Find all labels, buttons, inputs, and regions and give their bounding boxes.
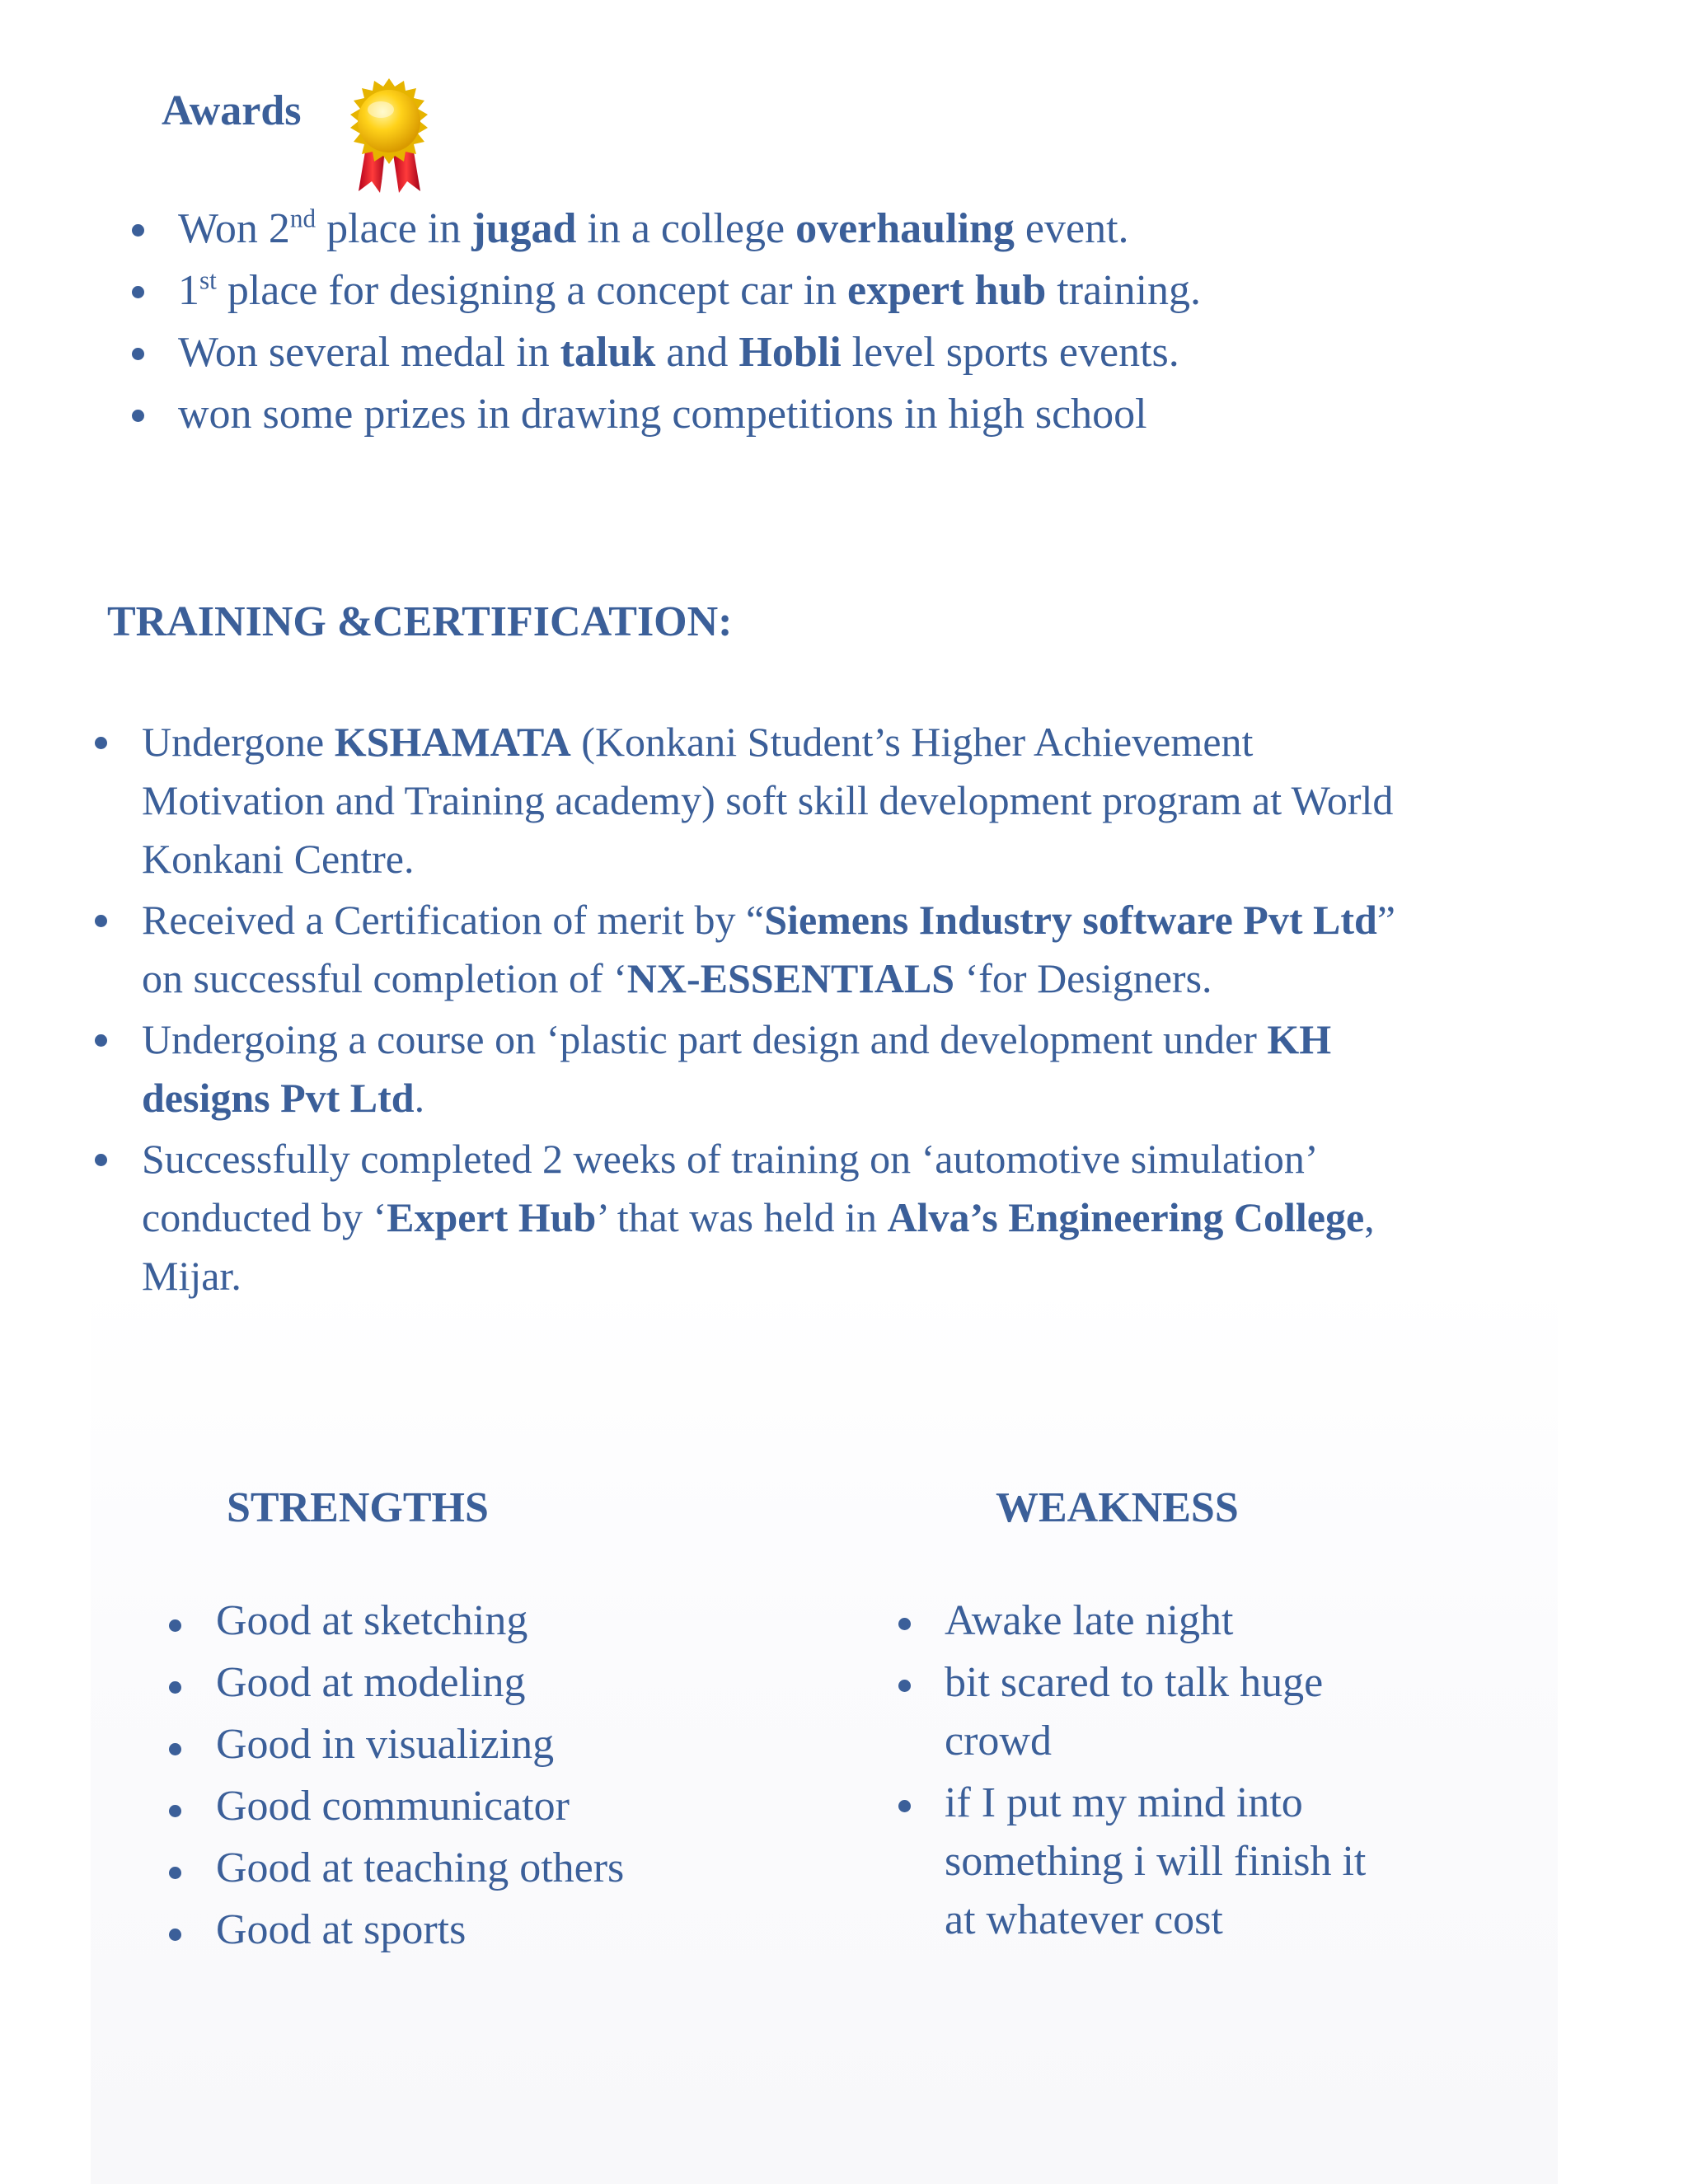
bullet-icon xyxy=(169,1743,181,1755)
bullet-icon xyxy=(132,348,144,360)
awards-heading: Awards xyxy=(162,87,302,134)
training-item-text: Undergoing a course on ‘plastic part design and development under KH designs Pvt Ltd. xyxy=(142,1016,1332,1121)
bullet-icon xyxy=(132,410,144,422)
award-ribbon-medal-icon xyxy=(342,76,437,195)
training-heading: TRAINING &CERTIFICATION: xyxy=(107,598,733,645)
bullet-icon xyxy=(169,1619,181,1632)
bullet-icon xyxy=(95,915,107,927)
strength-item-text: Good at sketching xyxy=(216,1597,528,1644)
bullet-icon xyxy=(898,1618,911,1630)
bullet-icon xyxy=(132,224,144,237)
bullet-icon xyxy=(898,1800,911,1812)
award-item-text: Won several medal in taluk and Hobli level sports events. xyxy=(178,329,1179,376)
strength-item-text: Good at modeling xyxy=(216,1659,526,1706)
strength-item-text: Good at teaching others xyxy=(216,1844,625,1891)
strength-item-text: Good communicator xyxy=(216,1783,570,1830)
award-item-text: Won 2nd place in jugad in a college overhauling event. xyxy=(178,204,1129,252)
award-item-text: 1st place for designing a concept car in expert hub training. xyxy=(178,265,1202,314)
bullet-icon xyxy=(169,1681,181,1694)
training-item-text: Received a Certification of merit by “Siemens Industry software Pvt Ltd” on successful completion of ‘NX-ESSENTIALS ‘for Designers. xyxy=(142,897,1395,1001)
training-item-text: Undergone KSHAMATA (Konkani Student’s Higher Achievement Motivation and Training academy) soft skill development program at World Konkani Centre. xyxy=(142,719,1394,882)
bullet-icon xyxy=(132,286,144,298)
bullet-icon xyxy=(169,1929,181,1941)
training-item-text: Successfully completed 2 weeks of training on ‘automotive simulation’ conducted by ‘Expert Hub’ that was held in Alva’s Engineering College, Mijar. xyxy=(142,1136,1375,1299)
bullet-icon xyxy=(898,1680,911,1692)
weakness-item-text: Awake late night xyxy=(945,1597,1234,1644)
weakness-item-text: crowd xyxy=(945,1718,1052,1765)
bullet-icon xyxy=(95,1154,107,1166)
bullet-icon xyxy=(95,737,107,749)
strength-item-text: Good in visualizing xyxy=(216,1721,555,1768)
weakness-item-text: if I put my mind into xyxy=(945,1779,1303,1826)
bullet-icon xyxy=(169,1867,181,1879)
bullet-icon xyxy=(95,1034,107,1047)
weakness-item-text: bit scared to talk huge xyxy=(945,1659,1324,1706)
award-item-text: won some prizes in drawing competitions in high school xyxy=(178,391,1147,438)
strength-item-text: Good at sports xyxy=(216,1906,467,1953)
weakness-heading: WEAKNESS xyxy=(996,1484,1239,1531)
weakness-item-text: at whatever cost xyxy=(945,1896,1223,1943)
bullet-icon xyxy=(169,1805,181,1817)
strengths-heading: STRENGTHS xyxy=(227,1484,489,1531)
weakness-item-text: something i will finish it xyxy=(945,1838,1367,1885)
